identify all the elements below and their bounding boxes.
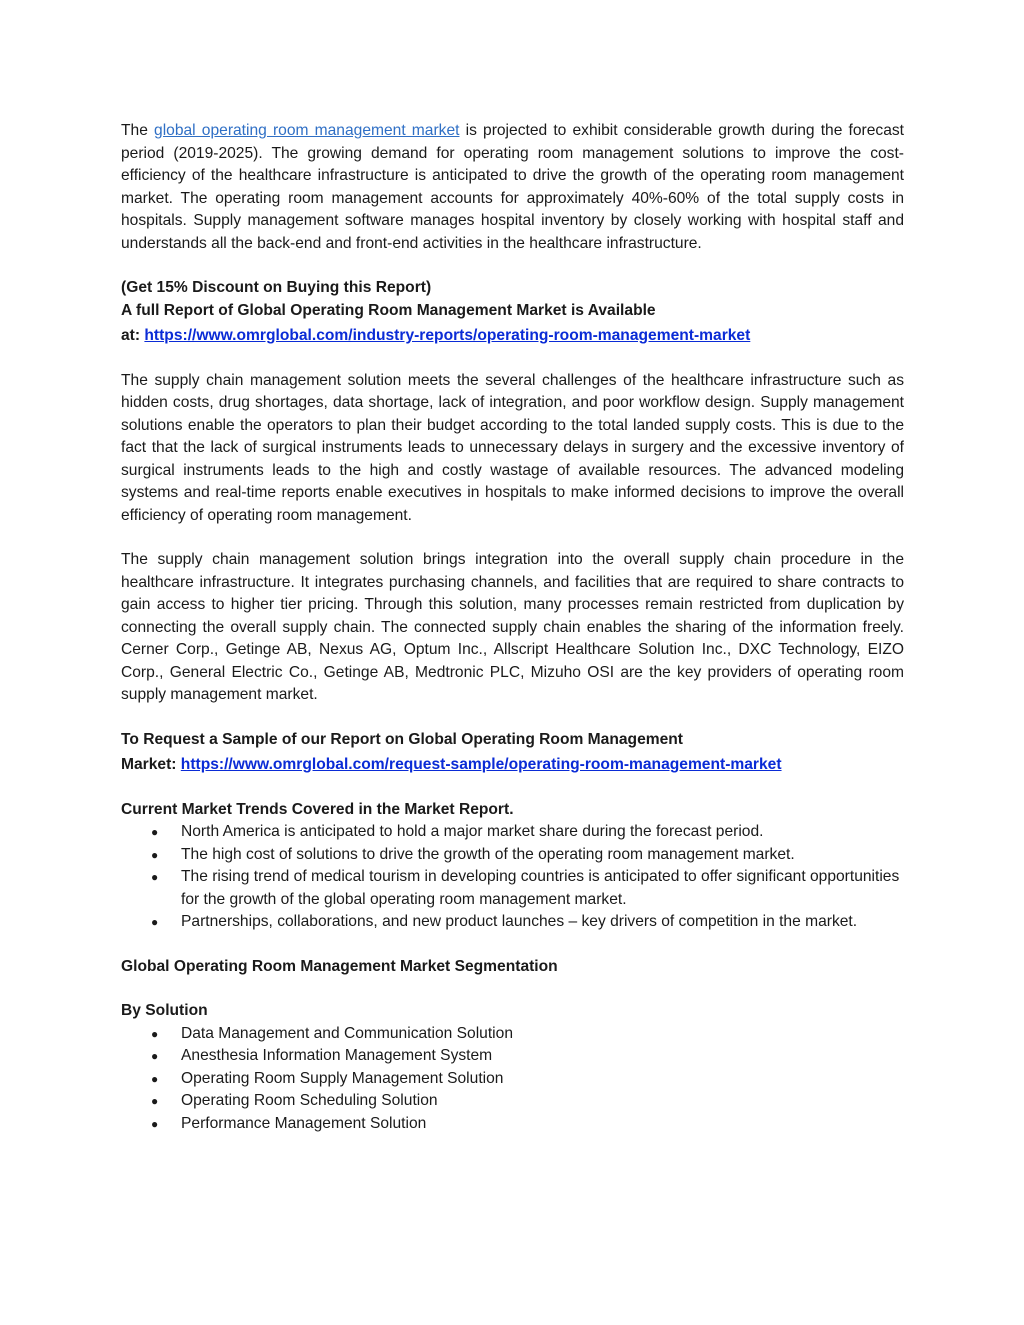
list-item-text: The rising trend of medical tourism in developing countries is anticipated to offer significant opportunities for the growth of the global operating room management market.: [181, 868, 900, 908]
solution-list: [121, 1023, 904, 1136]
full-report-heading: A full Report of Global Operating Room Management Market is Available: [121, 301, 656, 319]
intro-suffix: is projected to exhibit considerable growth during the forecast period (2019-2025). The growing demand for operating room management solutions to improve the cost-efficiency of the healthcare infrastructure is anticipated to drive the growth of the operating room management market. The operating room management accounts for approximately 40%-60% of the total supply costs in hospitals. Supply management software manages hospital inventory by closely working with hospital staff and understands all the back-end and front-end activities in the healthcare infrastructure.: [121, 122, 904, 252]
spacer: [121, 978, 904, 1000]
bullet-icon: ●: [151, 1071, 159, 1086]
spacer: [121, 255, 904, 277]
bullet-icon: ●: [151, 847, 159, 862]
report-url-link[interactable]: https://www.omrglobal.com/industry-reports/operating-room-management-market: [144, 327, 751, 344]
list-item: [121, 1068, 904, 1091]
bullet-icon: ●: [151, 1049, 159, 1063]
intro-paragraph: [121, 120, 904, 255]
spacer: [121, 777, 904, 799]
document-page: [121, 120, 904, 1135]
bullet-icon: ●: [151, 915, 159, 929]
list-item-text: Anesthesia Information Management System: [181, 1047, 493, 1064]
list-item: [121, 844, 904, 867]
list-item-text: Operating Room Scheduling Solution: [181, 1092, 438, 1109]
sample-link-line: [121, 754, 904, 777]
bullet-icon: ●: [151, 1094, 159, 1108]
trends-list: [121, 821, 904, 934]
list-item: [121, 1090, 904, 1113]
list-item: [121, 1113, 904, 1136]
report-link-line: [121, 325, 904, 348]
intro-prefix: The: [121, 122, 155, 139]
list-item-text: North America is anticipated to hold a major market share during the forecast period.: [181, 823, 764, 840]
supply-chain-paragraph: The supply chain management solution meets the several challenges of the healthcare infrastructure such as hidden costs, drug shortages, data shortage, lack of integration, and poor workflow design. Supply management solutions enable the operators to plan their budget according to the total landed supply costs. This is due to the fact that the lack of surgical instruments leads to unnecessary delays in surgery and the excessive inventory of surgical instruments leads to the high and costly wastage of available resources. The advanced modeling systems and real-time reports enable executives in hospitals to make informed decisions to improve the overall efficiency of operating room management.: [121, 371, 904, 524]
list-item: [121, 821, 904, 844]
spacer: [121, 527, 904, 549]
list-item-text: Data Management and Communication Solution: [181, 1024, 513, 1042]
bullet-icon: ●: [151, 1026, 159, 1041]
spacer: [121, 348, 904, 370]
at-label: at:: [121, 327, 145, 344]
sample-heading: To Request a Sample of our Report on Global Operating Room Management: [121, 730, 683, 748]
by-solution-heading: By Solution: [121, 1002, 208, 1019]
sample-url-link[interactable]: https://www.omrglobal.com/request-sample/operating-room-management-market: [180, 756, 782, 773]
list-item: [121, 1045, 904, 1068]
bullet-icon: ●: [151, 825, 159, 839]
discount-heading: (Get 15% Discount on Buying this Report): [121, 279, 432, 296]
segmentation-heading: Global Operating Room Management Market Segmentation: [121, 957, 558, 975]
list-item-text: Operating Room Supply Management Solution: [181, 1069, 504, 1087]
list-item-text: Performance Management Solution: [181, 1114, 427, 1132]
market-label: Market:: [121, 756, 181, 773]
trends-heading: Current Market Trends Covered in the Market Report.: [121, 800, 514, 818]
bullet-icon: ●: [151, 870, 159, 884]
bullet-icon: ●: [151, 1116, 159, 1131]
spacer: [121, 934, 904, 956]
integration-paragraph: The supply chain management solution brings integration into the overall supply chain procedure in the healthcare infrastructure. It integrates purchasing channels, and facilities that are required to share contracts to gain access to higher tier pricing. Through this solution, many processes remain restricted from duplication by connecting the overall supply chain. The connected supply chain enables the sharing of the information freely. Cerner Corp., Getinge AB, Nexus AG, Optum Inc., Allscript Healthcare Solution Inc., DXC Technology, EIZO Corp., General Electric Co., Getinge AB, Medtronic PLC, Mizuho OSI are the key providers of operating room supply management market.: [121, 551, 904, 703]
list-item-text: The high cost of solutions to drive the growth of the operating room management market.: [181, 845, 795, 863]
list-item-text: Partnerships, collaborations, and new product launches – key drivers of competition in the market.: [181, 913, 858, 930]
list-item: [121, 1023, 904, 1046]
market-link[interactable]: global operating room management market: [154, 122, 460, 139]
list-item: [121, 866, 904, 911]
list-item: [121, 911, 904, 934]
spacer: [121, 707, 904, 729]
